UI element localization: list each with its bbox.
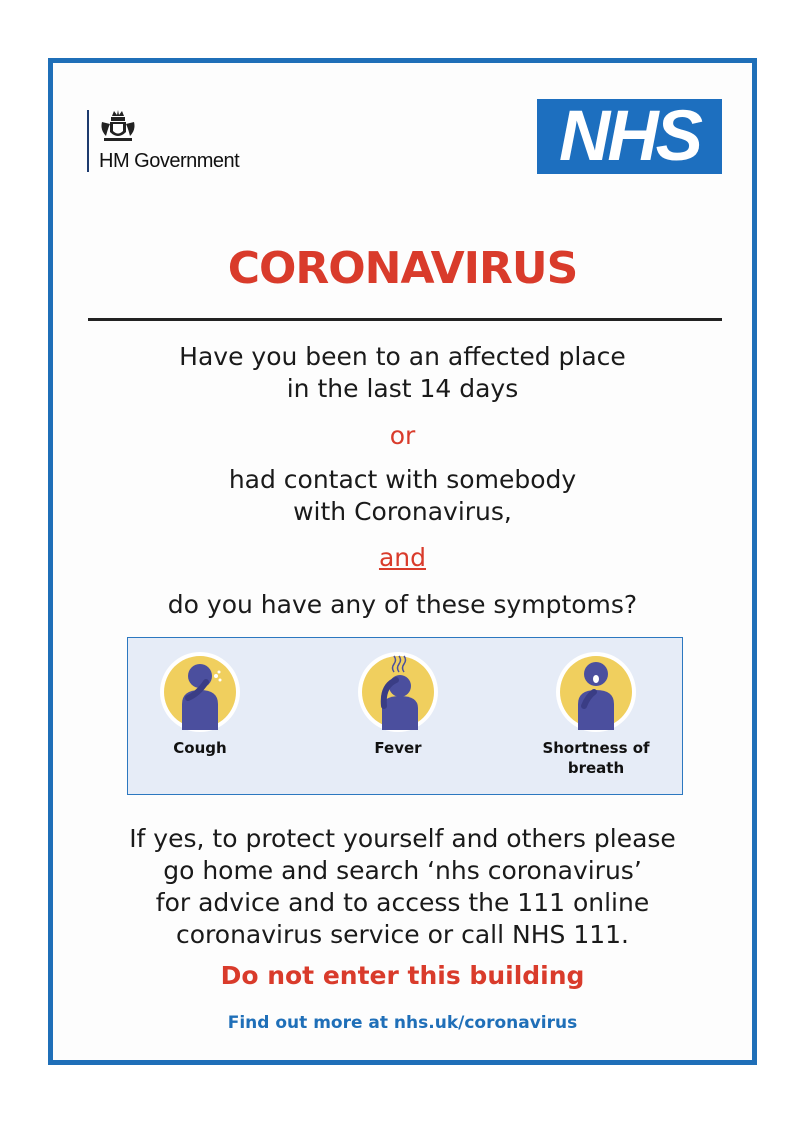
question-line-1: Have you been to an affected place xyxy=(179,342,626,371)
question-line-4: with Coronavirus, xyxy=(293,497,512,526)
question-or: or xyxy=(389,421,416,450)
symptom-label: Cough xyxy=(173,739,227,757)
question-line-3: had contact with somebody xyxy=(228,465,577,494)
royal-crest-icon xyxy=(98,110,138,144)
symptom-label: Fever xyxy=(374,739,422,757)
fever-icon xyxy=(356,650,440,734)
symptom-fever xyxy=(318,650,478,758)
question-line-2: in the last 14 days xyxy=(286,374,519,403)
hm-government-text: HM Government xyxy=(99,150,240,172)
symptom-label-line-1: Shortness of xyxy=(542,739,650,757)
symptom-label-line-2: breath xyxy=(567,759,625,777)
symptoms-panel xyxy=(127,637,683,795)
advice-line-4: coronavirus service or call NHS 111. xyxy=(176,920,629,949)
shortness-of-breath-icon xyxy=(554,650,638,734)
warning-text: Do not enter this building xyxy=(220,961,585,990)
symptom-cough xyxy=(120,650,280,758)
page-title: CORONAVIRUS xyxy=(227,243,578,294)
more-info-link[interactable]: Find out more at nhs.uk/coronavirus xyxy=(227,1013,578,1033)
symptom-shortness-of-breath xyxy=(516,650,676,778)
cough-icon xyxy=(158,650,242,734)
nhs-logo: NHS xyxy=(537,99,722,174)
title-divider xyxy=(88,318,722,321)
advice-line-1: If yes, to protect yourself and others please xyxy=(129,824,676,853)
question-and: and xyxy=(378,543,427,572)
poster-frame xyxy=(48,58,757,1065)
question-line-5: do you have any of these symptoms? xyxy=(167,590,638,619)
hm-government-logo xyxy=(87,110,240,172)
advice-line-3: for advice and to access the 111 online xyxy=(155,888,650,917)
advice-line-2: go home and search ‘nhs coronavirus’ xyxy=(163,856,642,885)
